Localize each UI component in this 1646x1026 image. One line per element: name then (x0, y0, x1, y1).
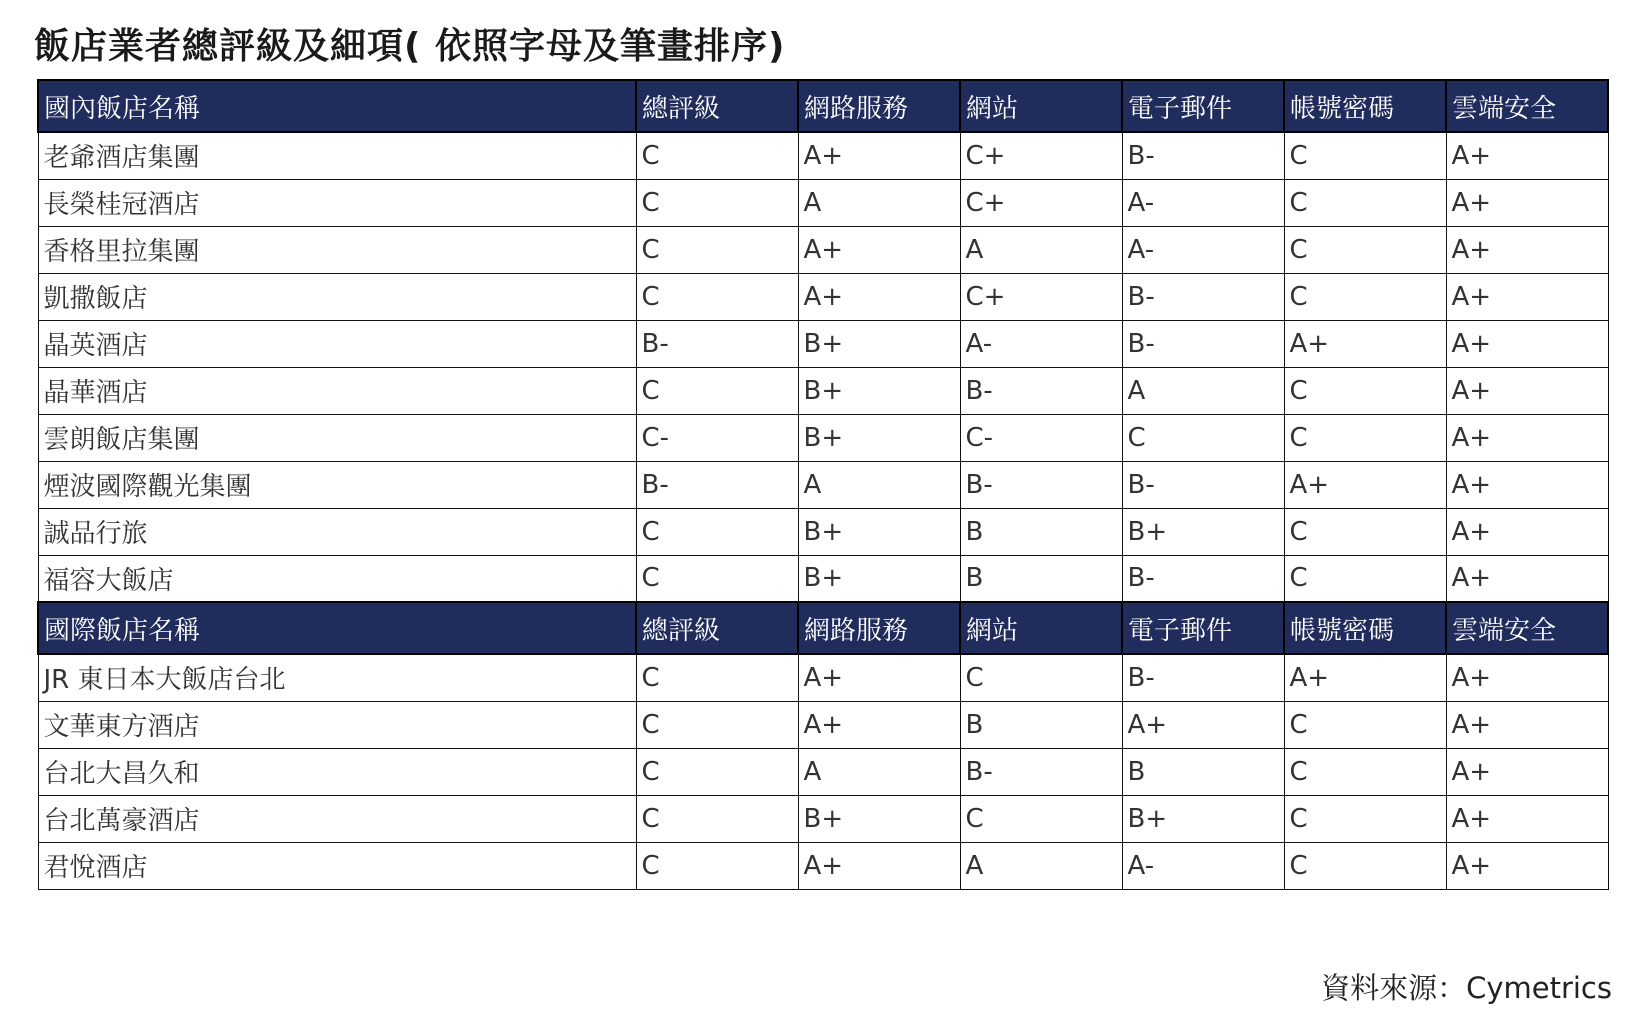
grade-cell-email: B- (1122, 654, 1284, 701)
grade-cell-account-password: A+ (1284, 320, 1446, 367)
column-header-website: 網站 (960, 602, 1122, 654)
grade-cell-website: C+ (960, 273, 1122, 320)
grade-cell-network-service: B+ (798, 367, 960, 414)
hotel-name-cell: 晶華酒店 (38, 367, 636, 414)
table-row (38, 555, 1608, 602)
grade-cell-overall-grade: B- (636, 461, 798, 508)
grade-cell-cloud-security: A+ (1446, 273, 1608, 320)
table-row (38, 179, 1608, 226)
column-header-overall-grade: 總評級 (636, 602, 798, 654)
table-row (38, 320, 1608, 367)
grade-cell-overall-grade: C (636, 273, 798, 320)
hotel-name-cell: 台北大昌久和 (38, 748, 636, 795)
hotel-name-cell: 誠品行旅 (38, 508, 636, 555)
table-row (38, 367, 1608, 414)
hotel-name-cell: 君悅酒店 (38, 842, 636, 889)
column-header-email: 電子郵件 (1122, 602, 1284, 654)
grade-cell-website: B (960, 555, 1122, 602)
grade-cell-account-password: A+ (1284, 461, 1446, 508)
grade-cell-email: A+ (1122, 701, 1284, 748)
grade-cell-account-password: C (1284, 179, 1446, 226)
grade-cell-overall-grade: C (636, 748, 798, 795)
hotel-name-cell: 香格里拉集團 (38, 226, 636, 273)
grade-cell-overall-grade: C (636, 367, 798, 414)
grade-cell-website: C (960, 795, 1122, 842)
hotel-name-cell: 雲朗飯店集團 (38, 414, 636, 461)
grade-cell-account-password: C (1284, 273, 1446, 320)
grade-cell-overall-grade: C (636, 179, 798, 226)
grade-cell-account-password: C (1284, 414, 1446, 461)
grade-cell-email: B- (1122, 273, 1284, 320)
grade-cell-cloud-security: A+ (1446, 842, 1608, 889)
grade-cell-network-service: B+ (798, 414, 960, 461)
grade-cell-email: B+ (1122, 508, 1284, 555)
hotel-name-cell: 文華東方酒店 (38, 701, 636, 748)
grade-cell-cloud-security: A+ (1446, 654, 1608, 701)
grade-cell-network-service: A+ (798, 654, 960, 701)
grade-cell-account-password: C (1284, 842, 1446, 889)
grade-cell-website: B- (960, 748, 1122, 795)
grade-cell-cloud-security: A+ (1446, 367, 1608, 414)
grade-cell-email: B- (1122, 555, 1284, 602)
hotel-name-cell: 煙波國際觀光集團 (38, 461, 636, 508)
column-header-account-password: 帳號密碼 (1284, 602, 1446, 654)
grade-cell-website: A (960, 226, 1122, 273)
table-row (38, 461, 1608, 508)
grade-cell-network-service: A+ (798, 701, 960, 748)
grade-cell-overall-grade: C (636, 132, 798, 179)
grade-cell-network-service: B+ (798, 320, 960, 367)
grade-cell-website: B (960, 508, 1122, 555)
grade-cell-email: B (1122, 748, 1284, 795)
grade-cell-overall-grade: C (636, 654, 798, 701)
grade-cell-account-password: C (1284, 132, 1446, 179)
grade-cell-network-service: B+ (798, 795, 960, 842)
grade-cell-overall-grade: C (636, 555, 798, 602)
grade-cell-network-service: A+ (798, 273, 960, 320)
grade-cell-email: B- (1122, 320, 1284, 367)
table-row (38, 273, 1608, 320)
grade-cell-website: C (960, 654, 1122, 701)
grade-cell-overall-grade: C (636, 508, 798, 555)
table-row (38, 842, 1608, 889)
table-row (38, 226, 1608, 273)
grade-cell-email: A (1122, 367, 1284, 414)
domestic-header-row (38, 80, 1608, 132)
grade-cell-network-service: A (798, 179, 960, 226)
grade-cell-email: B- (1122, 132, 1284, 179)
grade-cell-cloud-security: A+ (1446, 320, 1608, 367)
grade-cell-website: B- (960, 461, 1122, 508)
grade-cell-overall-grade: C (636, 226, 798, 273)
grade-cell-website: A (960, 842, 1122, 889)
grade-cell-website: A- (960, 320, 1122, 367)
hotel-name-cell: 台北萬豪酒店 (38, 795, 636, 842)
table-row (38, 132, 1608, 179)
grade-cell-cloud-security: A+ (1446, 555, 1608, 602)
column-header-hotel-name: 國際飯店名稱 (38, 602, 636, 654)
ratings-table (37, 79, 1609, 890)
grade-cell-email: A- (1122, 179, 1284, 226)
grade-cell-account-password: C (1284, 748, 1446, 795)
grade-cell-overall-grade: C (636, 842, 798, 889)
grade-cell-account-password: C (1284, 508, 1446, 555)
grade-cell-email: C (1122, 414, 1284, 461)
table-row (38, 654, 1608, 701)
grade-cell-cloud-security: A+ (1446, 132, 1608, 179)
grade-cell-account-password: C (1284, 701, 1446, 748)
grade-cell-network-service: A (798, 748, 960, 795)
column-header-network-service: 網路服務 (798, 602, 960, 654)
column-header-network-service: 網路服務 (798, 80, 960, 132)
grade-cell-network-service: B+ (798, 508, 960, 555)
grade-cell-email: A- (1122, 842, 1284, 889)
hotel-name-cell: 福容大飯店 (38, 555, 636, 602)
page-title: 飯店業者總評級及細項( 依照字母及筆畫排序) (34, 26, 786, 67)
grade-cell-cloud-security: A+ (1446, 508, 1608, 555)
grade-cell-network-service: A+ (798, 132, 960, 179)
hotel-name-cell: 老爺酒店集團 (38, 132, 636, 179)
grade-cell-overall-grade: B- (636, 320, 798, 367)
grade-cell-account-password: C (1284, 795, 1446, 842)
table-row (38, 701, 1608, 748)
column-header-overall-grade: 總評級 (636, 80, 798, 132)
hotel-name-cell: 長榮桂冠酒店 (38, 179, 636, 226)
grade-cell-website: C+ (960, 132, 1122, 179)
grade-cell-website: B- (960, 367, 1122, 414)
column-header-cloud-security: 雲端安全 (1446, 602, 1608, 654)
grade-cell-account-password: A+ (1284, 654, 1446, 701)
hotel-name-cell: 晶英酒店 (38, 320, 636, 367)
grade-cell-overall-grade: C (636, 795, 798, 842)
grade-cell-network-service: A+ (798, 226, 960, 273)
table-row (38, 748, 1608, 795)
grade-cell-cloud-security: A+ (1446, 414, 1608, 461)
table-row (38, 795, 1608, 842)
grade-cell-overall-grade: C (636, 701, 798, 748)
column-header-email: 電子郵件 (1122, 80, 1284, 132)
column-header-hotel-name: 國內飯店名稱 (38, 80, 636, 132)
grade-cell-network-service: B+ (798, 555, 960, 602)
column-header-website: 網站 (960, 80, 1122, 132)
grade-cell-cloud-security: A+ (1446, 179, 1608, 226)
grade-cell-account-password: C (1284, 367, 1446, 414)
grade-cell-email: B+ (1122, 795, 1284, 842)
table-row (38, 414, 1608, 461)
international-header-row (38, 602, 1608, 654)
grade-cell-network-service: A+ (798, 842, 960, 889)
source-credit: 資料來源：Cymetrics (1321, 971, 1612, 1005)
grade-cell-email: A- (1122, 226, 1284, 273)
column-header-account-password: 帳號密碼 (1284, 80, 1446, 132)
grade-cell-cloud-security: A+ (1446, 748, 1608, 795)
table-row (38, 508, 1608, 555)
grade-cell-cloud-security: A+ (1446, 461, 1608, 508)
hotel-name-cell: JR 東日本大飯店台北 (38, 654, 636, 701)
grade-cell-cloud-security: A+ (1446, 701, 1608, 748)
grade-cell-cloud-security: A+ (1446, 226, 1608, 273)
grade-cell-website: C+ (960, 179, 1122, 226)
grade-cell-account-password: C (1284, 226, 1446, 273)
grade-cell-website: C- (960, 414, 1122, 461)
grade-cell-cloud-security: A+ (1446, 795, 1608, 842)
grade-cell-email: B- (1122, 461, 1284, 508)
grade-cell-website: B (960, 701, 1122, 748)
column-header-cloud-security: 雲端安全 (1446, 80, 1608, 132)
ratings-table-body (38, 80, 1608, 889)
grade-cell-account-password: C (1284, 555, 1446, 602)
hotel-name-cell: 凱撒飯店 (38, 273, 636, 320)
grade-cell-overall-grade: C- (636, 414, 798, 461)
grade-cell-network-service: A (798, 461, 960, 508)
